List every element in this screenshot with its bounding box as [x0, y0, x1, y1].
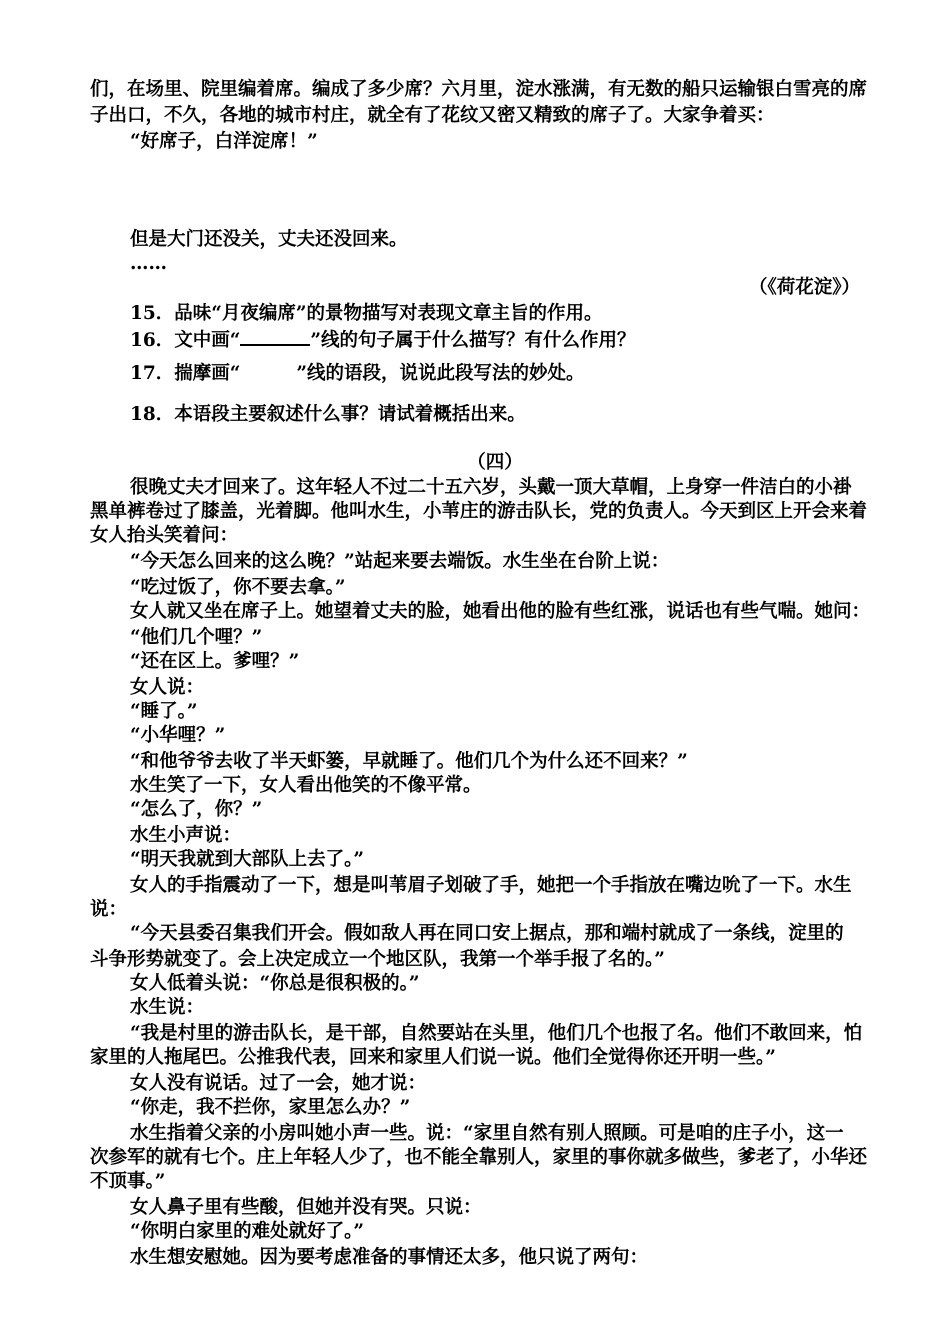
text-line: 们，在场里、院里编着席。编成了多少席？六月里，淀水涨满，有无数的船只运输银白雪亮的席 [90, 79, 868, 100]
text-line: 女人说： [130, 677, 205, 698]
question-17-suffix: ”线的语段，说说此段写法的妙处。 [296, 363, 585, 384]
text-line: “你走，我不拦你，家里怎么办？” [130, 1097, 411, 1118]
text-line: “我是村里的游击队长，是干部，自然要站在头里，他们几个也报了名。他们不敢回来，怕 [130, 1023, 863, 1044]
text-line: “今天怎么回来的这么晚？”站起来要去端饭。水生坐在台阶上说： [130, 551, 670, 572]
text-line: “和他爷爷去收了半天虾篓，早就睡了。他们几个为什么还不回来？” [130, 751, 688, 772]
text-line: 水生小声说： [130, 825, 242, 846]
text-line: 女人没有说话。过了一会，她才说： [130, 1073, 427, 1094]
text-line: 女人就又坐在席子上。她望着丈夫的脸，她看出他的脸有些红涨，说话也有些气喘。她问： [130, 601, 871, 622]
text-line: “明天我就到大部队上去了。” [130, 849, 365, 870]
question-16 [130, 328, 910, 353]
text-line: “还在区上。爹哩？” [130, 651, 300, 672]
ellipsis: …… [130, 253, 167, 274]
text-line: 水生笑了一下，女人看出他笑的不像平常。 [130, 775, 482, 796]
text-line: 家里的人拖尾巴。公推我代表，回来和家里人们说一说。他们全觉得你还开明一些。” [90, 1047, 776, 1068]
text-line: 水生指着父亲的小房叫她小声一些。说：“家里自然有别人照顾。可是咱的庄子小，这一 [130, 1123, 844, 1144]
text-line: 水生想安慰她。因为要考虑准备的事情还太多，他只说了两句： [130, 1247, 649, 1268]
question-18: 18．本语段主要叙述什么事？请试着概括出来。 [130, 404, 526, 425]
text-line: “睡了。” [130, 701, 198, 722]
question-17-prefix: 17．揣摩画“ [130, 363, 241, 384]
section-heading: （四） [467, 452, 523, 473]
text-line: 很晚丈夫才回来了。这年轻人不过二十五六岁，头戴一顶大草帽，上身穿一件洁白的小褂 [130, 477, 852, 498]
question-16-prefix: 16．文中画“ [130, 330, 241, 351]
question-16-suffix: ”线的句子属于什么描写？有什么作用？ [310, 330, 636, 351]
text-line: “小华哩？” [130, 725, 226, 746]
text-line: “今天县委召集我们开会。假如敌人再在同口安上据点，那和端村就成了一条线，淀里的 [130, 923, 844, 944]
text-line: “吃过饭了，你不要去拿。” [130, 577, 346, 598]
text-line: 不顶事。” [90, 1171, 166, 1192]
text-line: “好席子，白洋淀席！” [130, 131, 318, 152]
text-line: 说： [90, 899, 128, 920]
text-line: 子出口，不久，各地的城市村庄，就全有了花纹又密又精致的席子了。大家争着买： [90, 105, 775, 126]
text-line: 女人低着头说：“你总是很积极的。” [130, 973, 420, 994]
question-17 [130, 362, 910, 386]
text-line: 女人的手指震动了一下，想是叫苇眉子划破了手，她把一个手指放在嘴边吮了一下。水生 [130, 875, 852, 896]
text-line: 女人抬头笑着问： [90, 525, 239, 546]
text-line: 女人鼻子里有些酸，但她并没有哭。只说： [130, 1197, 482, 1218]
text-line: 斗争形势就变了。会上决定成立一个地区队，我第一个举手报了名的。” [90, 949, 665, 970]
text-line: 水生说： [130, 997, 205, 1018]
text-line: “你明白家里的难处就好了。” [130, 1221, 365, 1242]
text-line: “他们几个哩？” [130, 627, 263, 648]
text-line: 次参军的就有七个。庄上年轻人少了，也不能全靠别人，家里的事你就多做些，爹老了，小华还 [90, 1147, 868, 1168]
text-line: 黑单裤卷过了膝盖，光着脚。他叫水生，小苇庄的游击队长，党的负责人。今天到区上开会来着 [90, 501, 868, 522]
source-citation: （《荷花淀》） [748, 277, 860, 298]
text-line: “怎么了，你？” [130, 799, 263, 820]
text-line: 但是大门还没关，丈夫还没回来。 [130, 229, 408, 250]
underline-blank [240, 328, 310, 346]
question-15: 15．品味“月夜编席”的景物描写对表现文章主旨的作用。 [130, 303, 603, 324]
